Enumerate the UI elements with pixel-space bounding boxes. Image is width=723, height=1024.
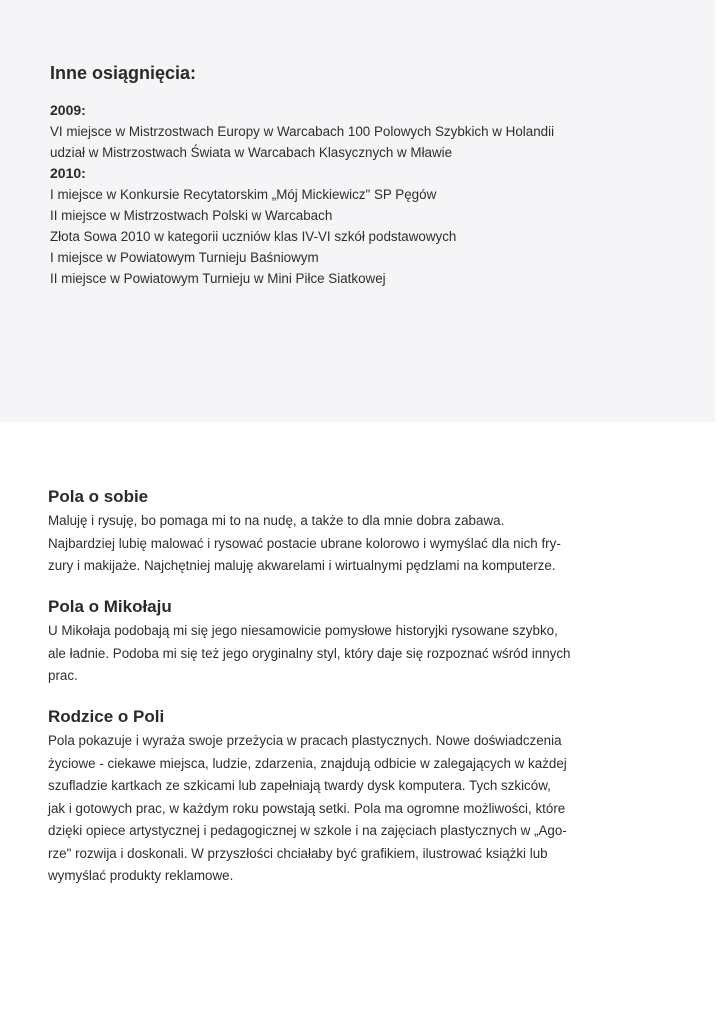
achievement-item: II miejsce w Mistrzostwach Polski w Warcabach	[50, 208, 333, 223]
paragraph-line: jak i gotowych prac, w każdym roku powstają setki. Pola ma ogromne możliwości, które	[48, 800, 566, 816]
paragraph-line: rze" rozwija i doskonali. W przyszłości chciałaby być grafikiem, ilustrować książki lub	[48, 845, 548, 861]
paragraph-line: Pola pokazuje i wyraża swoje przeżycia w pracach plastycznych. Nowe doświadczenia	[48, 733, 562, 748]
page-edge	[715, 0, 723, 1024]
achievement-item: VI miejsce w Mistrzostwach Europy w Warcabach 100 Polowych Szybkich w Holandii	[50, 124, 555, 139]
section-pola-o-sobie	[48, 486, 698, 578]
achievement-item: II miejsce w Powiatowym Turnieju w Mini Piłce Siatkowej	[50, 271, 386, 286]
paragraph-line: zury i makijaże. Najchętniej maluję akwarelami i wirtualnymi pędzlami na komputerze.	[48, 558, 556, 573]
section-pola-o-mikolaju	[48, 596, 698, 688]
paragraph-line: prac.	[48, 668, 78, 683]
achievement-item: I miejsce w Powiatowym Turnieju Baśniowym	[50, 250, 319, 265]
paragraph-line: wymyślać produkty reklamowe.	[48, 868, 234, 883]
paragraph-line: dzięki opiece artystycznej i pedagogicznej w szkole i na zajęciach plastycznych w „Ago-	[48, 823, 567, 838]
section-title: Pola o sobie	[48, 487, 149, 506]
paragraph-line: szufladzie kartkach ze szkicami lub zapełniają twardy dysk komputera. Tych szkiców,	[48, 778, 551, 793]
year-2009-label: 2009:	[50, 102, 86, 118]
achievements-heading: Inne osiągnięcia:	[50, 63, 197, 83]
paragraph-line: ale ładnie. Podoba mi się też jego oryginalny styl, który daje się rozpoznać wśród innych	[48, 645, 571, 661]
year-2010-label: 2010:	[50, 165, 86, 181]
paragraph-line: Najbardziej lubię malować i rysować postacie ubrane kolorowo i wymyślać dla nich fry-	[48, 535, 561, 551]
paragraph-line: Maluję i rysuję, bo pomaga mi to na nudę, a także to dla mnie dobra zabawa.	[48, 513, 505, 528]
paragraph-line: życiowe - ciekawe miejsca, ludzie, zdarzenia, znajdują odbicie w zalegających w każdej	[48, 755, 567, 771]
paragraph-line: U Mikołaja podobają mi się jego niesamowicie pomysłowe historyjki rysowane szybko,	[48, 623, 558, 638]
section-rodzice-o-poli	[48, 706, 698, 888]
achievements-block	[50, 62, 690, 289]
section-title: Pola o Mikołaju	[48, 597, 172, 616]
section-title: Rodzice o Poli	[48, 707, 165, 726]
achievement-item: Złota Sowa 2010 w kategorii uczniów klas IV-VI szkół podstawowych	[50, 229, 457, 244]
achievement-item: I miejsce w Konkursie Recytatorskim „Mój Mickiewicz" SP Pęgów	[50, 187, 437, 202]
achievement-item: udział w Mistrzostwach Świata w Warcabach Klasycznych w Mławie	[50, 145, 453, 160]
